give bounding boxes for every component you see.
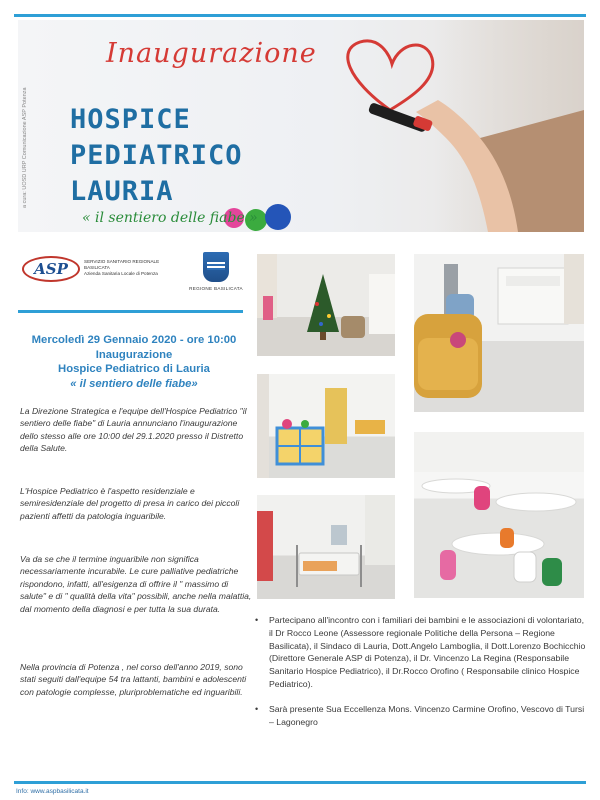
bullet-text-bishop: Sarà presente Sua Eccellenza Mons. Vincenzo Carmine Orofino, Vescovo di Tursi – Lagonegro bbox=[269, 703, 585, 727]
inauguration-script-title: Inaugurazione bbox=[106, 38, 317, 69]
photo-lounge-sofa bbox=[414, 254, 584, 412]
asp-logo-line-1: SERVIZIO SANITARIO REGIONALE bbox=[84, 259, 160, 264]
paragraph-announcement: La Direzione Strategica e l'equipe dell'Hospice Pediatrico "il sentiero delle fiabe" di Lauria annunciano l'inaugurazione dello stesso alle ore 10:00 del 29.1.2020 presso il Distretto della Salute. bbox=[20, 406, 247, 454]
asp-logo-mark: ASP bbox=[22, 256, 80, 282]
event-tagline: « il sentiero delle fiabe» bbox=[70, 377, 198, 390]
photo-christmas-tree-room bbox=[257, 254, 395, 356]
hero-banner bbox=[18, 20, 584, 232]
top-rule bbox=[14, 14, 586, 17]
list-item bbox=[255, 703, 587, 729]
event-heading bbox=[14, 333, 254, 391]
event-place: Hospice Pediatrico di Lauria bbox=[58, 363, 210, 375]
photo-patient-room bbox=[257, 495, 395, 599]
bullet-text-participants: Partecipano all'incontro con i familiari dei bambini e le associazioni di volontariato, il Dr Rocco Leone (Assessore regionale Politiche della Persona – Regione Basilicata), il Sindaco di Lauria, Dott.Angelo Lamboglia, il Dott.Lorenzo Bochicchio (Direttore Generale ASP di Potenza), il Dr. Vincenzo La Regina (Responsabile Sanitario Hospice Pediatrico), il Dr.Rocco Orofino ( Responsabile clinico Hospice Pediatrico). bbox=[269, 615, 586, 689]
event-date: Mercoledì 29 Gennaio 2020 - ore 10:00 bbox=[31, 334, 237, 346]
list-item bbox=[255, 614, 587, 691]
bullet-marker: • bbox=[255, 615, 259, 625]
paragraph-hospice-description: L'Hospice Pediatrico è l'aspetto residenziale e semiresidenziale del progetto di presa in carico dei piccoli pazienti affetti da patologia inguaribile. bbox=[20, 486, 240, 521]
photo-dining-area bbox=[414, 432, 584, 598]
asp-logo bbox=[22, 256, 172, 284]
side-credit: a cura: UOSD URP Comunicazione ASP Potenza bbox=[22, 87, 28, 208]
ball-blue bbox=[265, 204, 291, 230]
paragraph-palliative-care: Va da se che il termine inguaribile non significa necessariamente incurabile. Le cure palliative pediatriche rispondono, infatti, all'esigenza di offrire il " massimo di salute" e di " qualità della vita" possibili, anche nella malattia, dal momento della diagnosi e per tutta la sua durata. bbox=[20, 554, 252, 614]
hero-title-line-3: LAURIA bbox=[70, 176, 174, 207]
footer-info-link[interactable]: Info: www.aspbasilicata.it bbox=[16, 788, 89, 795]
region-label: REGIONE BASILICATA bbox=[189, 286, 243, 291]
regione-basilicata-logo bbox=[186, 252, 246, 302]
photo-play-room bbox=[257, 374, 395, 478]
region-shield-icon bbox=[203, 252, 229, 282]
heart-drawing bbox=[348, 41, 433, 110]
section-rule bbox=[18, 310, 243, 313]
paragraph-statistics: Nella provincia di Potenza , nel corso dell'anno 2019, sono stati seguiti dall'equipe 54 tra lattanti, bambini e adolescenti con patologie complesse, pluriproblematiche ed inguaribili. bbox=[20, 662, 247, 697]
hero-tagline: « il sentiero delle fiabe » bbox=[82, 210, 258, 226]
participants-list bbox=[255, 614, 587, 740]
bottom-rule bbox=[14, 781, 586, 784]
hero-title-line-2: PEDIATRICO bbox=[70, 140, 243, 171]
event-name: Inaugurazione bbox=[95, 348, 173, 361]
asp-logo-text bbox=[84, 259, 184, 277]
hero-title-line-1: HOSPICE bbox=[70, 104, 191, 135]
asp-logo-line-2: BASILICATA bbox=[84, 265, 110, 270]
asp-logo-line-3: Azienda Sanitaria Locale di Potenza bbox=[84, 271, 158, 276]
bullet-marker: • bbox=[255, 703, 259, 714]
